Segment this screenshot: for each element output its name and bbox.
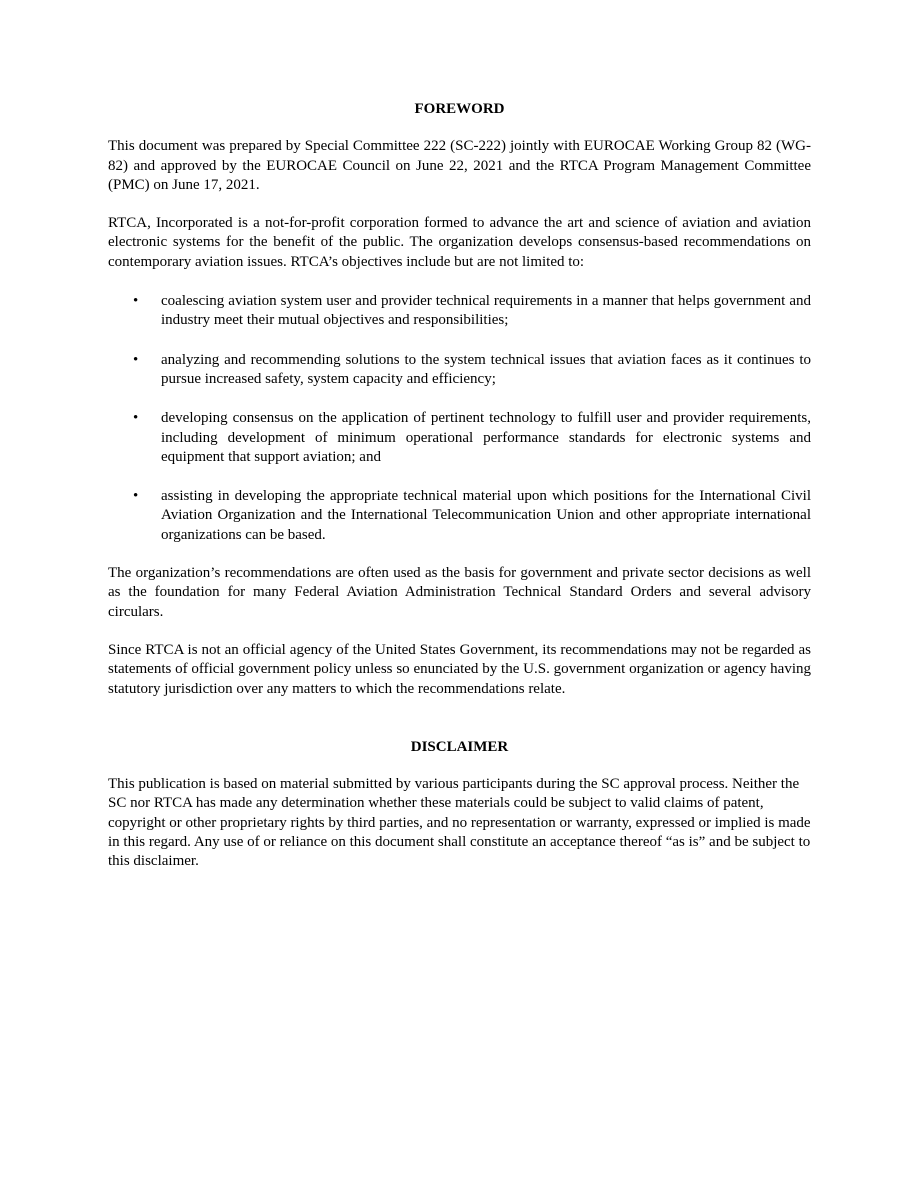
- list-item-text: coalescing aviation system user and provider technical requirements in a manner that helps government and industry meet their mutual objectives and responsibilities;: [161, 293, 811, 329]
- bullet-icon: •: [133, 351, 139, 368]
- disclaimer-section: [108, 738, 811, 872]
- foreword-about-paragraph: RTCA, Incorporated is a not-for-profit corporation formed to advance the art and science of aviation and aviation electronic systems for the benefit of the public. The organization develops consensus-based recommendations on contemporary aviation issues. RTCA’s objectives include but are not limited to:: [108, 215, 811, 270]
- foreword-section: [108, 100, 811, 699]
- page-content: [108, 100, 811, 872]
- list-item: [108, 409, 811, 467]
- disclaimer-paragraph: This publication is based on material submitted by various participants during the SC approval process. Neither the SC nor RTCA has made any determination whether these materials could be subject to valid claims of patent, copyright or other proprietary rights by third parties, and no representation or warranty, expressed or implied is made in this regard. Any use of or reliance on this document shall constitute an acceptance thereof “as is” and be subject to this disclaimer.: [108, 776, 811, 870]
- foreword-intro-paragraph: This document was prepared by Special Committee 222 (SC-222) jointly with EUROCAE Working Group 82 (WG-82) and approved by the EUROCAE Council on June 22, 2021 and the RTCA Program Management Committee (PMC) on June 17, 2021.: [108, 138, 811, 193]
- bullet-icon: •: [133, 293, 139, 310]
- list-item: [108, 351, 811, 390]
- foreword-heading: FOREWORD: [414, 101, 505, 117]
- foreword-recommendations-paragraph: The organization’s recommendations are often used as the basis for government and private sector decisions as well as the foundation for many Federal Aviation Administration Technical Standard Orders and several advisory circulars.: [108, 565, 811, 620]
- disclaimer-heading: DISCLAIMER: [410, 738, 509, 755]
- objectives-list: [108, 292, 811, 545]
- list-item-text: analyzing and recommending solutions to the system technical issues that aviation faces as it continues to pursue increased safety, system capacity and efficiency;: [161, 351, 811, 387]
- list-item-text: developing consensus on the application of pertinent technology to fulfill user and provider requirements, including development of minimum operational performance standards for electronic systems and equipment that support aviation; and: [161, 410, 811, 465]
- bullet-icon: •: [133, 488, 139, 505]
- foreword-status-paragraph: Since RTCA is not an official agency of the United States Government, its recommendations may not be regarded as statements of official government policy unless so enunciated by the U.S. government organization or agency having statutory jurisdiction over any matters to which the recommendations relate.: [108, 641, 811, 697]
- bullet-icon: •: [133, 410, 139, 427]
- list-item-text: assisting in developing the appropriate technical material upon which positions for the International Civil Aviation Organization and the International Telecommunication Union and other appropriate international organizations can be based.: [161, 488, 811, 543]
- list-item: [108, 487, 811, 545]
- list-item: [108, 292, 811, 331]
